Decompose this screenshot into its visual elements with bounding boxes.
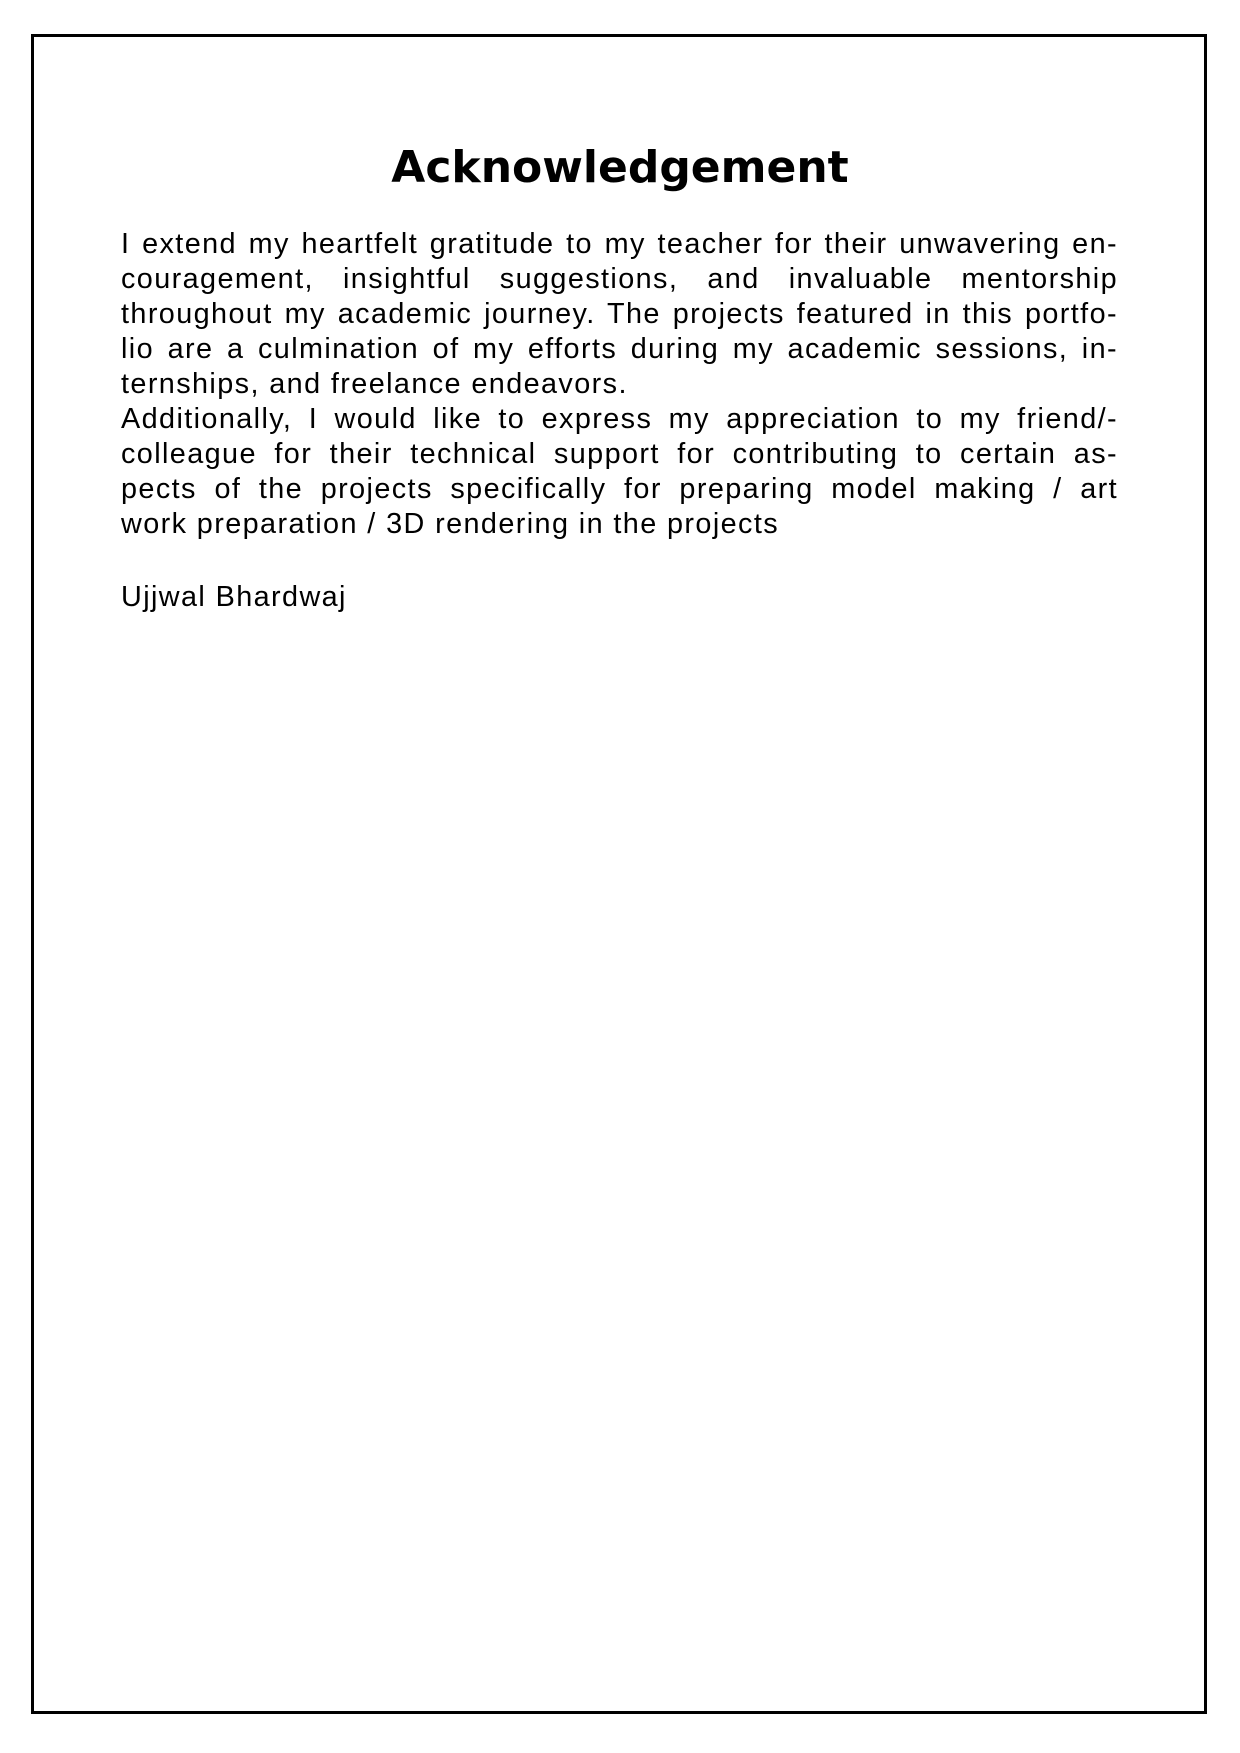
paragraph-2-line: work preparation / 3D rendering in the projects xyxy=(121,508,780,540)
page-title: Acknowledgement xyxy=(391,142,849,193)
paragraph-1-line: couragement, insightful suggestions, and invaluable mentorship xyxy=(121,263,1118,295)
paragraph-1-line: lio are a culmination of my efforts during my academic sessions, in- xyxy=(121,333,1118,365)
paragraph-1-line: I extend my heartfelt gratitude to my teacher for their unwavering en- xyxy=(121,228,1118,260)
acknowledgement-body xyxy=(121,227,1118,542)
paragraph-2-line: Additionally, I would like to express my appreciation to my friend/- xyxy=(121,403,1118,435)
paragraph-1-line: ternships, and freelance endeavors. xyxy=(121,368,628,400)
signature-name: Ujjwal Bhardwaj xyxy=(121,581,347,613)
paragraph-2-line: pects of the projects specifically for preparing model making / art xyxy=(121,473,1118,505)
paragraph-2-line: colleague for their technical support for contributing to certain as- xyxy=(121,438,1118,470)
paragraph-1-line: throughout my academic journey. The projects featured in this portfo- xyxy=(121,298,1118,330)
